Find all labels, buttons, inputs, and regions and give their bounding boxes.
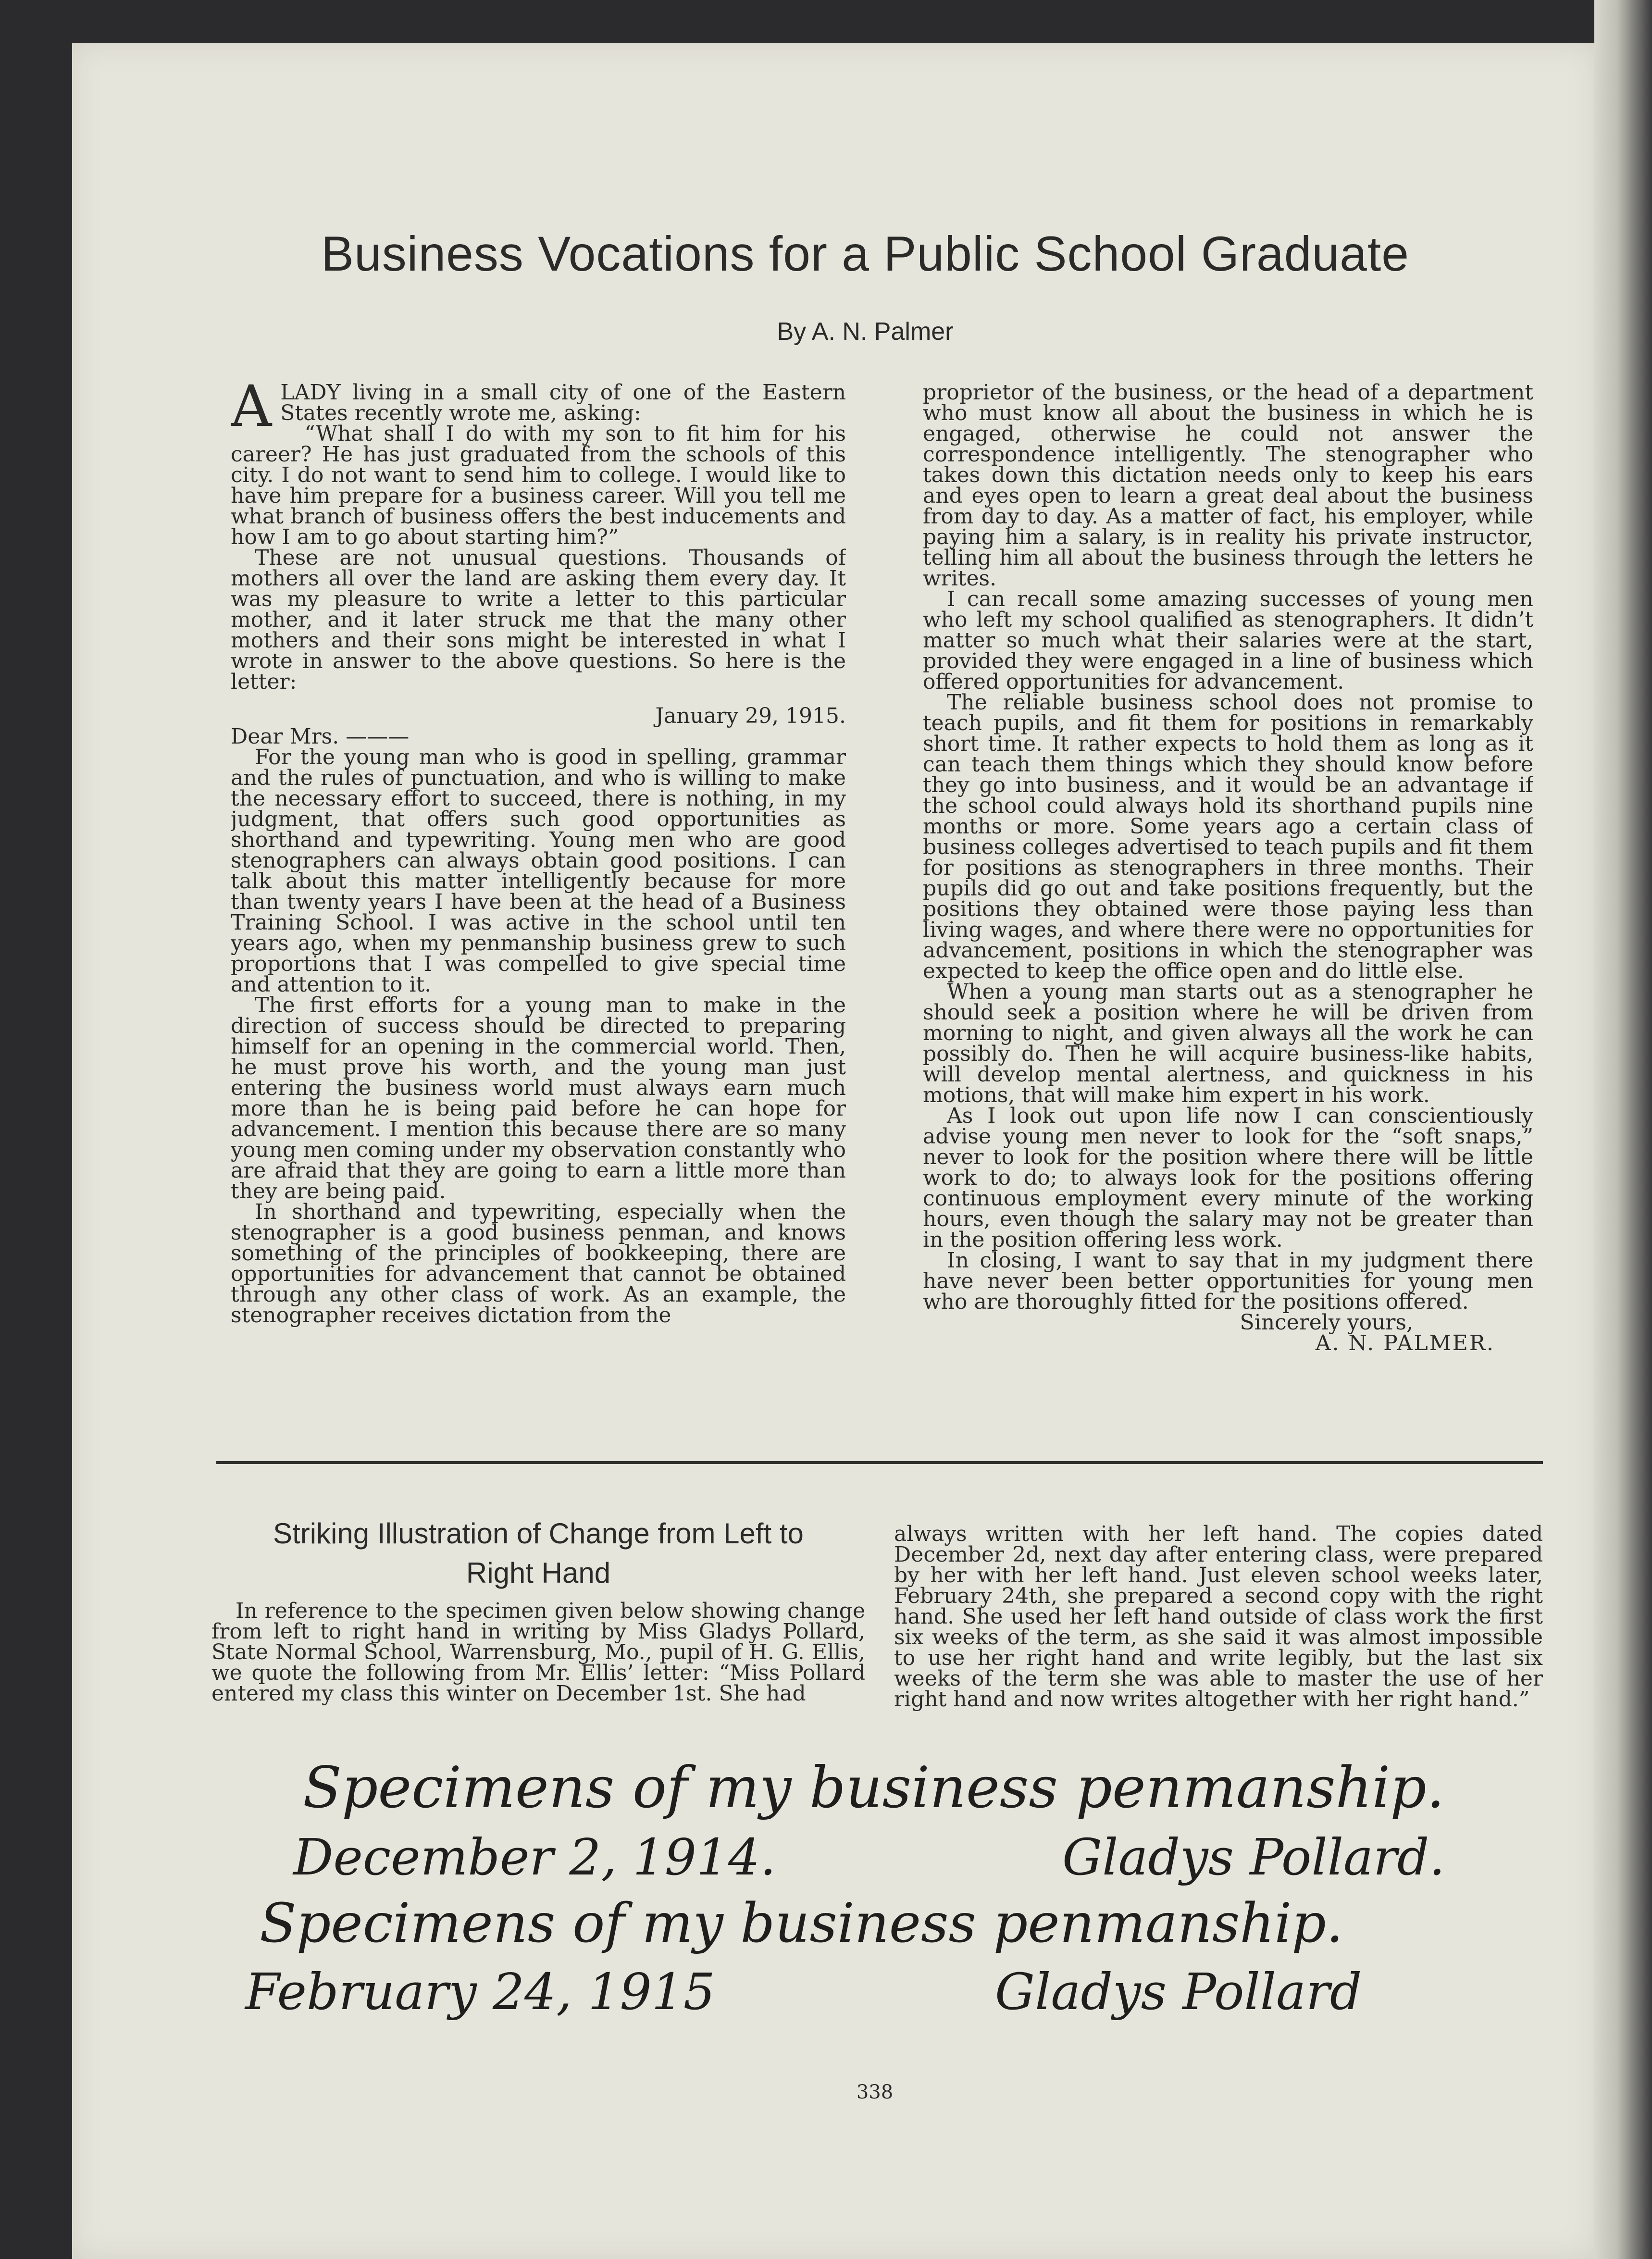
article-column-left — [231, 382, 846, 1415]
illustration-title-line: Right Hand — [466, 1557, 611, 1589]
drop-cap: A — [231, 382, 272, 439]
section-divider — [216, 1461, 1543, 1464]
article-byline: By A. N. Palmer — [777, 318, 954, 346]
letter-signature: A. N. PALMER. — [1315, 1331, 1495, 1355]
specimen-line-right-hand: Specimens of my business penmanship. — [260, 1892, 1343, 1955]
illustration-column-left — [211, 1601, 865, 1721]
paragraph: For the young man who is good in spelling, grammar and the rules of punctuation, and who is willing to make the necessary effort to succeed, there is nothing, in my judgment, that offers such good opportunities as shorthand and typewriting. Young men who are good stenographers can always obtain good positions. I can talk about this matter intelligently because for more than twenty years I have been at the head of a Business Training School. I was active in the school until ten years ago, when my penmanship business grew to such proportions that I was compelled to give special time and attention to it. — [231, 745, 846, 997]
letter-closing: Sincerely yours, — [1240, 1310, 1413, 1335]
specimen-line-left-hand: Specimens of my business penmanship. — [303, 1754, 1445, 1821]
specimen-signature-left-hand: Gladys Pollard. — [1062, 1828, 1445, 1887]
paragraph: The first efforts for a young man to make in the direction of success should be directed to preparing himself for an opening in the commercial world. Then, he must prove his worth, and the young man just entering the business world must always earn much more than he is being paid before he can hope for advancement. I mention this because there are so many young men coming under my observation constantly who are afraid that they are going to earn a little more than they are being paid. — [231, 993, 846, 1204]
paragraph: When a young man starts out as a stenographer he should seek a position where he will be driven from morning to night, and given always all the work he can possibly do. Then he will acquire business-like habits, will develop mental alertness, and quickness in his motions, that will make him expert in his work. — [923, 980, 1533, 1107]
illustration-title-line: Striking Illustration of Change from Left to — [273, 1517, 804, 1550]
illustration-title — [231, 1514, 846, 1593]
paragraph: always written with her left hand. The copies dated December 2d, next day after entering class, were prepared by her with her left hand. Just eleven school weeks later, February 24th, she prepared a second copy with the right hand. She used her left hand outside of class work the first six weeks of the term, as she said it was almost impossible to use her right hand and write legibly, but the last six weeks of the term she was able to master the use of her right hand and now writes altogether with her right hand.” — [894, 1524, 1543, 1712]
illustration-column-right — [894, 1524, 1543, 1730]
paragraph: In shorthand and typewriting, especially when the stenographer is a good business penman, and knows something of the principles of bookkeeping, there are opportunities for advancement that cannot be obtained through any other class of work. As an example, the stenographer receives dictation from the — [231, 1200, 846, 1328]
letter-salutation: Dear Mrs. ——— — [231, 724, 410, 749]
page-number: 338 — [856, 2081, 894, 2103]
paragraph: I can recall some amazing successes of young men who left my school qualified as stenographers. It didn’t matter so much what their salaries were at the start, provided they were engaged in a line of business which offered opportunities for advancement. — [923, 587, 1533, 694]
paragraph: “What shall I do with my son to fit him for his career? He has just graduated from the schools of this city. I do not want to send him to college. I would like to have him prepare for a business career. Will you tell me what branch of business offers the best inducements and how I am to go about starting him?” — [231, 422, 846, 549]
article-title: Business Vocations for a Public School Graduate — [321, 226, 1409, 281]
paragraph: As I look out upon life now I can conscientiously advise young men never to look for the “soft snaps,” never to look for the position where there will be little work to do; to always look for the positions offering continuous employment every minute of the working hours, even though the salary may not be greater than in the position offering less work. — [923, 1104, 1533, 1252]
paragraph: In reference to the specimen given below showing change from left to right hand in writing by Miss Gladys Pollard, State Normal School, Warrensburg, Mo., pupil of H. G. Ellis, we quote the following from Mr. Ellis’ letter: “Miss Pollard entered my class this winter on December 1st. She had — [211, 1601, 865, 1706]
paragraph-text: LADY living in a small city of one of the Eastern States recently wrote me, asking: — [280, 382, 846, 425]
handwriting-specimen — [216, 1754, 1543, 2052]
letter-date: January 29, 1915. — [655, 704, 846, 728]
paragraph: These are not unusual questions. Thousands of mothers all over the land are asking them every day. It was my pleasure to write a letter to this particular mother, and it later struck me that the many other mothers and their sons might be interested in what I wrote in answer to the above questions. So here is the letter: — [231, 546, 846, 694]
paragraph — [231, 382, 846, 439]
specimen-date-left-hand: December 2, 1914. — [293, 1828, 776, 1887]
specimen-signature-right-hand: Gladys Pollard — [995, 1962, 1362, 2021]
paragraph: The reliable business school does not promise to teach pupils, and fit them for positions in remarkably short time. It rather expects to hold them as long as it can teach them things which they should know before they go into business, and it would be an advantage if the school could always hold its shorthand pupils nine months or more. Some years ago a certain class of business colleges advertised to teach pupils and fit them for positions as stenographers in three months. Their pupils did go out and take positions frequently, but the positions they obtained were those paying less than living wages, and where there were no opportunities for advancement, positions in which the stenographer was expected to keep the office open and do little else. — [923, 690, 1533, 983]
article-column-right — [923, 382, 1533, 1415]
paragraph: In closing, I want to say that in my judgment there have never been better opportunities for young men who are thoroughly fitted for the positions offered. — [923, 1248, 1533, 1314]
specimen-date-right-hand: February 24, 1915 — [245, 1962, 715, 2021]
page-edge-shadow — [1594, 0, 1652, 2259]
paragraph: proprietor of the business, or the head of a department who must know all about the business in which he is engaged, otherwise he could not answer the correspondence intelligently. The stenographer who takes down this dictation needs only to keep his ears and eyes open to learn a great deal about the business from day to day. As a matter of fact, his employer, while paying him a salary, is in reality his private instructor, telling him all about the business through the letters he writes. — [923, 382, 1533, 591]
